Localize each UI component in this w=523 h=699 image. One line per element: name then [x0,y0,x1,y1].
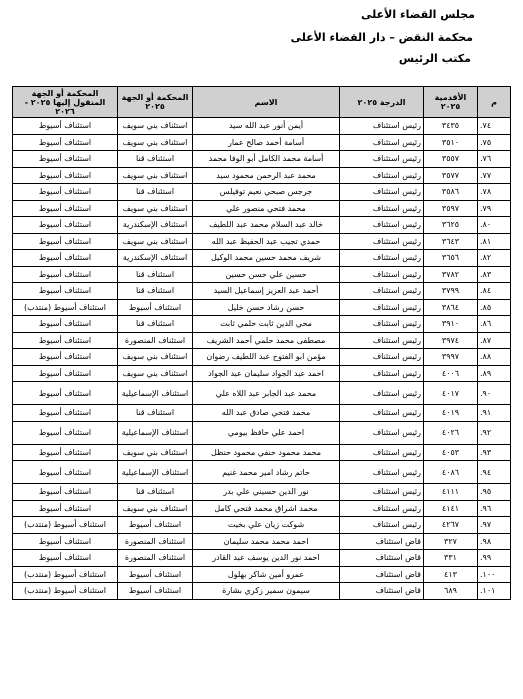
court-cell: استئناف بني سويف [118,500,193,517]
row-number-cell: .٩٩ [478,550,511,567]
destination-cell: استئناف أسيوط [13,233,118,250]
destination-cell: استئناف أسيوط (منتدب) [13,583,118,600]
destination-cell: استئناف أسيوط [13,118,118,135]
table-row [13,382,511,405]
seniority-cell: ٣٢٧ [424,533,478,550]
name-cell: مؤمن ابو الفتوح عبد اللطيف رضوان [193,349,340,366]
court-cell: استئناف الإسماعيلية [118,382,193,405]
rank-cell: رئيس استئناف [340,444,424,461]
council-title: مجلس القضاء الأعلى [361,8,475,21]
seniority-cell: ٤٠٥٣ [424,444,478,461]
office-title: مكتب الرئيس [398,52,471,65]
name-cell: مصطفى محمد حلمي أحمد الشريف [193,332,340,349]
rank-cell: رئيس استئناف [340,151,424,168]
table-row [13,349,511,366]
seniority-cell: ٤٠٢٦ [424,421,478,444]
destination-cell: استئناف أسيوط [13,444,118,461]
row-number-cell: .٧٤ [478,118,511,135]
row-number-cell: .٩٧ [478,517,511,534]
destination-cell: استئناف أسيوط [13,461,118,484]
row-number-cell: .٨٧ [478,332,511,349]
destination-cell: استئناف أسيوط [13,332,118,349]
seniority-cell: ٣٧٩٩ [424,283,478,300]
seniority-cell: ٣٨٦٤ [424,299,478,316]
seniority-cell: ٣٦٥٦ [424,250,478,267]
court-cell: استئناف أسيوط [118,566,193,583]
seniority-cell: ٤٠٨٦ [424,461,478,484]
court-cell: استئناف بني سويف [118,167,193,184]
seniority-cell: ٣٥٩٧ [424,200,478,217]
name-cell: سيمون سمير زكري بشارة [193,583,340,600]
destination-cell: استئناف أسيوط [13,405,118,422]
row-number-cell: .٨٢ [478,250,511,267]
name-cell: أحمد عبد العزيز إسماعيل السيد [193,283,340,300]
seniority-cell: ٣٦٢٥ [424,217,478,234]
rank-cell: رئيس استئناف [340,349,424,366]
table-row [13,283,511,300]
destination-cell: استئناف أسيوط [13,217,118,234]
row-number-cell: .٩٠ [478,382,511,405]
rank-cell: قاض استئناف [340,550,424,567]
name-cell: محمد فتحي منصور علي [193,200,340,217]
seniority-cell: ٣٩٩٧ [424,349,478,366]
court-cell: استئناف الإسماعيلية [118,461,193,484]
table-row [13,365,511,382]
table-row [13,151,511,168]
table-header-row [13,87,511,118]
seniority-cell: ٣٥٥٧ [424,151,478,168]
row-number-cell: .٨٤ [478,283,511,300]
name-cell: حسين علي حسن حسين [193,266,340,283]
destination-cell: استئناف أسيوط [13,134,118,151]
court-cell: استئناف بني سويف [118,118,193,135]
destination-cell: استئناف أسيوط [13,167,118,184]
rank-cell: رئيس استئناف [340,266,424,283]
destination-cell: استئناف أسيوط [13,500,118,517]
rank-cell: قاض استئناف [340,533,424,550]
col-header-no: م [478,87,511,118]
row-number-cell: .٨٠ [478,217,511,234]
table-row [13,444,511,461]
row-number-cell: .١٠١ [478,583,511,600]
table-row [13,484,511,501]
row-number-cell: .٩١ [478,405,511,422]
seniority-cell: ٤٠١٧ [424,382,478,405]
destination-cell: استئناف أسيوط [13,349,118,366]
destination-cell: استئناف أسيوط [13,365,118,382]
table-row [13,118,511,135]
row-number-cell: .٧٨ [478,184,511,201]
table-row [13,299,511,316]
seniority-cell: ٣٥٧٧ [424,167,478,184]
row-number-cell: .٩٥ [478,484,511,501]
table-row [13,233,511,250]
court-cell: استئناف قنا [118,405,193,422]
court-cell: استئناف قنا [118,266,193,283]
row-number-cell: .٩٨ [478,533,511,550]
court-cell: استئناف الإسكندرية [118,250,193,267]
table-row [13,421,511,444]
row-number-cell: .٩٦ [478,500,511,517]
table-row [13,461,511,484]
destination-cell: استئناف أسيوط [13,283,118,300]
court-cell: استئناف بني سويف [118,365,193,382]
transfers-table [12,86,511,600]
rank-cell: رئيس استئناف [340,484,424,501]
table-body [13,118,511,600]
table-row [13,566,511,583]
row-number-cell: .٨٩ [478,365,511,382]
table-row [13,500,511,517]
name-cell: احمد علي حافظ بيومي [193,421,340,444]
name-cell: احمد عبد الجواد سليمان عبد الجواد [193,365,340,382]
court-cell: استئناف بني سويف [118,349,193,366]
row-number-cell: .٩٤ [478,461,511,484]
name-cell: حمدي تجيب عبد الحفيظ عبد الله [193,233,340,250]
row-number-cell: .٨٦ [478,316,511,333]
seniority-cell: ٣٦٤٣ [424,233,478,250]
name-cell: أسامة محمد الكامل أبو الوفا محمد [193,151,340,168]
rank-cell: رئيس استئناف [340,167,424,184]
name-cell: خالد عبد السلام محمد عبد اللطيف [193,217,340,234]
name-cell: محمد عبد الجابر عبد اللاه علي [193,382,340,405]
name-cell: احمد محمد محمد سليمان [193,533,340,550]
rank-cell: رئيس استئناف [340,299,424,316]
table-row [13,134,511,151]
court-cell: استئناف أسيوط [118,583,193,600]
court-cell: استئناف أسيوط [118,517,193,534]
court-cell: استئناف الإسكندرية [118,217,193,234]
rank-cell: رئيس استئناف [340,365,424,382]
seniority-cell: ٤٠١٩ [424,405,478,422]
rank-cell: رئيس استئناف [340,316,424,333]
court-title: محكمة النقض – دار القضاء الأعلى [290,31,473,44]
court-cell: استئناف بني سويف [118,134,193,151]
seniority-cell: ٤١١١ [424,484,478,501]
rank-cell: قاض استئناف [340,566,424,583]
table-row [13,533,511,550]
col-header-seniority: الأقدمية ٢٠٢٥ [424,87,478,118]
rank-cell: قاض استئناف [340,583,424,600]
seniority-cell: ٤٢٦٧ [424,517,478,534]
rank-cell: رئيس استئناف [340,382,424,405]
court-cell: استئناف بني سويف [118,200,193,217]
court-cell: استئناف قنا [118,184,193,201]
destination-cell: استئناف أسيوط (منتدب) [13,299,118,316]
col-header-name: الاسم [193,87,340,118]
row-number-cell: .٨٨ [478,349,511,366]
table-row [13,167,511,184]
name-cell: محي الدين ثابت حلمي ثابت [193,316,340,333]
destination-cell: استئناف أسيوط (منتدب) [13,566,118,583]
row-number-cell: .٧٩ [478,200,511,217]
table-row [13,266,511,283]
destination-cell: استئناف أسيوط (منتدب) [13,517,118,534]
seniority-cell: ٣٣١ [424,550,478,567]
col-header-destination: المحكمة أو الجهة المنقول إليها ٢٠٢٥ - ٢٠٢٦ [13,87,118,118]
court-cell: استئناف قنا [118,484,193,501]
name-cell: حاتم رشاد امير محمد غنيم [193,461,340,484]
seniority-cell: ٤١٤١ [424,500,478,517]
seniority-cell: ٦٨٩ [424,583,478,600]
row-number-cell: .٨٥ [478,299,511,316]
name-cell: أيمن أنور عبد الله سيد [193,118,340,135]
name-cell: نور الدين حسيني علي بدر [193,484,340,501]
table-row [13,184,511,201]
row-number-cell: .٧٧ [478,167,511,184]
table-row [13,332,511,349]
name-cell: شوكت زيان علي بخيت [193,517,340,534]
name-cell: أسامة أحمد صالح عمار [193,134,340,151]
row-number-cell: .٨٣ [478,266,511,283]
row-number-cell: .٨١ [478,233,511,250]
name-cell: احمد نور الدين يوسف عبد القادر [193,550,340,567]
court-cell: استئناف أسيوط [118,299,193,316]
destination-cell: استئناف أسيوط [13,484,118,501]
table-row [13,316,511,333]
destination-cell: استئناف أسيوط [13,550,118,567]
row-number-cell: .٩٣ [478,444,511,461]
destination-cell: استئناف أسيوط [13,533,118,550]
rank-cell: رئيس استئناف [340,405,424,422]
destination-cell: استئناف أسيوط [13,250,118,267]
seniority-cell: ٣٥١٠ [424,134,478,151]
seniority-cell: ٣٩١٠ [424,316,478,333]
rank-cell: رئيس استئناف [340,118,424,135]
destination-cell: استئناف أسيوط [13,316,118,333]
destination-cell: استئناف أسيوط [13,151,118,168]
rank-cell: رئيس استئناف [340,500,424,517]
rank-cell: رئيس استئناف [340,233,424,250]
rank-cell: رئيس استئناف [340,517,424,534]
table-row [13,550,511,567]
rank-cell: رئيس استئناف [340,250,424,267]
destination-cell: استئناف أسيوط [13,184,118,201]
table-row [13,200,511,217]
name-cell: عمرو أمين شاكر بهلول [193,566,340,583]
name-cell: محمد عبد الرحمن محمود سيد [193,167,340,184]
table-row [13,517,511,534]
name-cell: محمد محمود حنفي محمود حنظل [193,444,340,461]
name-cell: محمد اشراق محمد فتحي كامل [193,500,340,517]
seniority-cell: ٣٥٨٦ [424,184,478,201]
table-row [13,217,511,234]
row-number-cell: .٩٢ [478,421,511,444]
rank-cell: رئيس استئناف [340,134,424,151]
court-cell: استئناف قنا [118,283,193,300]
rank-cell: رئيس استئناف [340,184,424,201]
name-cell: شريف محمد حسين محمد الوكيل [193,250,340,267]
seniority-cell: ٣٩٧٤ [424,332,478,349]
seniority-cell: ٤٠٠٦ [424,365,478,382]
seniority-cell: ٣٧٨٢ [424,266,478,283]
row-number-cell: .١٠٠ [478,566,511,583]
row-number-cell: .٧٦ [478,151,511,168]
name-cell: محمد فتحي صادق عبد الله [193,405,340,422]
rank-cell: رئيس استئناف [340,200,424,217]
rank-cell: رئيس استئناف [340,332,424,349]
court-cell: استئناف المنصورة [118,533,193,550]
court-cell: استئناف قنا [118,151,193,168]
table-row [13,405,511,422]
name-cell: حسن رشاد حسن خليل [193,299,340,316]
rank-cell: رئيس استئناف [340,217,424,234]
seniority-cell: ٣٤٣٥ [424,118,478,135]
destination-cell: استئناف أسيوط [13,382,118,405]
col-header-rank: الدرجة ٢٠٢٥ [340,87,424,118]
court-cell: استئناف الإسماعيلية [118,421,193,444]
row-number-cell: .٧٥ [478,134,511,151]
col-header-court: المحكمة أو الجهة ٢٠٢٥ [118,87,193,118]
court-cell: استئناف قنا [118,316,193,333]
court-cell: استئناف بني سويف [118,233,193,250]
destination-cell: استئناف أسيوط [13,266,118,283]
destination-cell: استئناف أسيوط [13,421,118,444]
court-cell: استئناف بني سويف [118,444,193,461]
table-row [13,583,511,600]
rank-cell: رئيس استئناف [340,283,424,300]
name-cell: جرجس صبحي نعيم توفيلس [193,184,340,201]
table-row [13,250,511,267]
court-cell: استئناف المنصورة [118,332,193,349]
court-cell: استئناف المنصورة [118,550,193,567]
rank-cell: رئيس استئناف [340,461,424,484]
rank-cell: رئيس استئناف [340,421,424,444]
seniority-cell: ٤١٣ [424,566,478,583]
destination-cell: استئناف أسيوط [13,200,118,217]
